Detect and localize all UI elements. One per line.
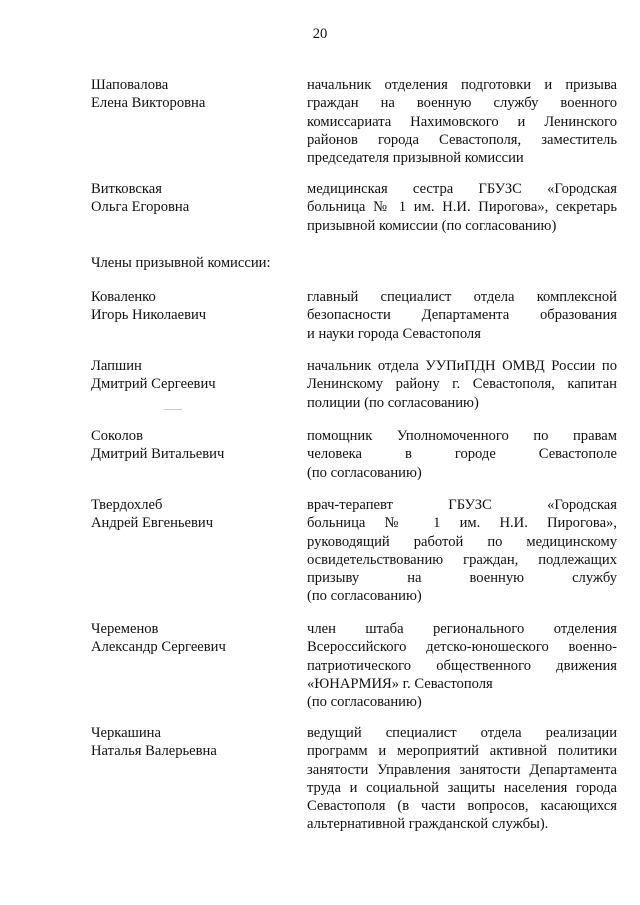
surname: Шаповалова (91, 77, 169, 93)
description-line: и науки города Севастополя (307, 325, 481, 342)
given-names: Дмитрий Витальевич (91, 446, 225, 463)
description-line: (по согласованию) (307, 694, 422, 711)
description-line: труда и социальной защиты населения города (307, 779, 617, 796)
description-line: член штаба регионального отделения (307, 621, 617, 637)
description-line: Ленинскому району г. Севастополя, капитан (307, 376, 617, 393)
given-names: Наталья Валерьевна (91, 743, 217, 760)
position-description (307, 180, 617, 235)
person-name (91, 76, 301, 113)
position-description (307, 427, 617, 482)
given-names: Ольга Егоровна (91, 199, 190, 216)
person-name (91, 357, 301, 394)
position-description (307, 288, 617, 343)
description-line: врач-терапевт ГБУЗС «Городская (307, 497, 617, 513)
surname: Череменов (91, 621, 159, 637)
description-line: освидетельствованию граждан, подлежащих (307, 551, 617, 568)
description-line: руководящий работой по медицинскому (307, 533, 617, 550)
person-name (91, 620, 301, 657)
person-name (91, 724, 301, 761)
description-line: программ и мероприятий активной политики (307, 743, 617, 760)
description-line: начальник отделения подготовки и призыва (307, 77, 617, 93)
description-line: ведущий специалист отдела реализации (307, 725, 617, 741)
given-names: Александр Сергеевич (91, 639, 226, 656)
surname: Соколов (91, 428, 143, 444)
description-line: больница № 1 им. Н.И. Пирогова», секретарь (307, 199, 617, 216)
members-heading: Члены призывной комиссии: (91, 255, 271, 271)
description-line: председателя призывной комиссии (307, 150, 524, 167)
description-line: призывной комиссии (по согласованию) (307, 217, 557, 234)
surname: Черкашина (91, 725, 161, 741)
position-description (307, 76, 617, 167)
person-name (91, 180, 301, 217)
position-description (307, 724, 617, 834)
position-description (307, 620, 617, 711)
description-line: больница № 1 им. Н.И. Пирогова», (307, 515, 617, 532)
description-line: Севастополя (в части вопросов, касающихся (307, 798, 617, 815)
scan-artifact (164, 409, 182, 410)
description-line: начальник отдела УУПиПДН ОМВД России по (307, 358, 617, 374)
page-number: 20 (312, 26, 328, 42)
description-line: комиссариата Нахимовского и Ленинского (307, 113, 617, 130)
surname: Коваленко (91, 289, 156, 305)
description-line: человека в городе Севастополе (307, 446, 617, 463)
description-line: призыву на военную службу (307, 570, 617, 587)
given-names: Игорь Николаевич (91, 307, 207, 324)
position-description (307, 357, 617, 412)
surname: Витковская (91, 181, 162, 197)
description-line: Всероссийского детско-юношеского военно- (307, 639, 617, 656)
position-description (307, 496, 617, 606)
description-line: патриотического общественного движения (307, 657, 617, 674)
surname: Твердохлеб (91, 497, 163, 513)
description-line: безопасности Департамента образования (307, 307, 617, 324)
surname: Лапшин (91, 358, 142, 374)
description-line: граждан на военную службу военного (307, 95, 617, 112)
given-names: Андрей Евгеньевич (91, 515, 214, 532)
description-line: главный специалист отдела комплексной (307, 289, 617, 305)
person-name (91, 288, 301, 325)
description-line: альтернативной гражданской службы). (307, 816, 549, 833)
person-name (91, 496, 301, 533)
description-line: полиции (по согласованию) (307, 394, 479, 411)
given-names: Дмитрий Сергеевич (91, 376, 216, 393)
description-line: (по согласованию) (307, 464, 422, 481)
description-line: медицинская сестра ГБУЗС «Городская (307, 181, 617, 197)
given-names: Елена Викторовна (91, 95, 206, 112)
description-line: помощник Уполномоченного по правам (307, 428, 617, 444)
description-line: районов города Севастополя, заместитель (307, 131, 617, 148)
description-line: (по согласованию) (307, 588, 422, 605)
description-line: «ЮНАРМИЯ» г. Севастополя (307, 675, 493, 692)
description-line: занятости Управления занятости Департамента (307, 761, 617, 778)
person-name (91, 427, 301, 464)
